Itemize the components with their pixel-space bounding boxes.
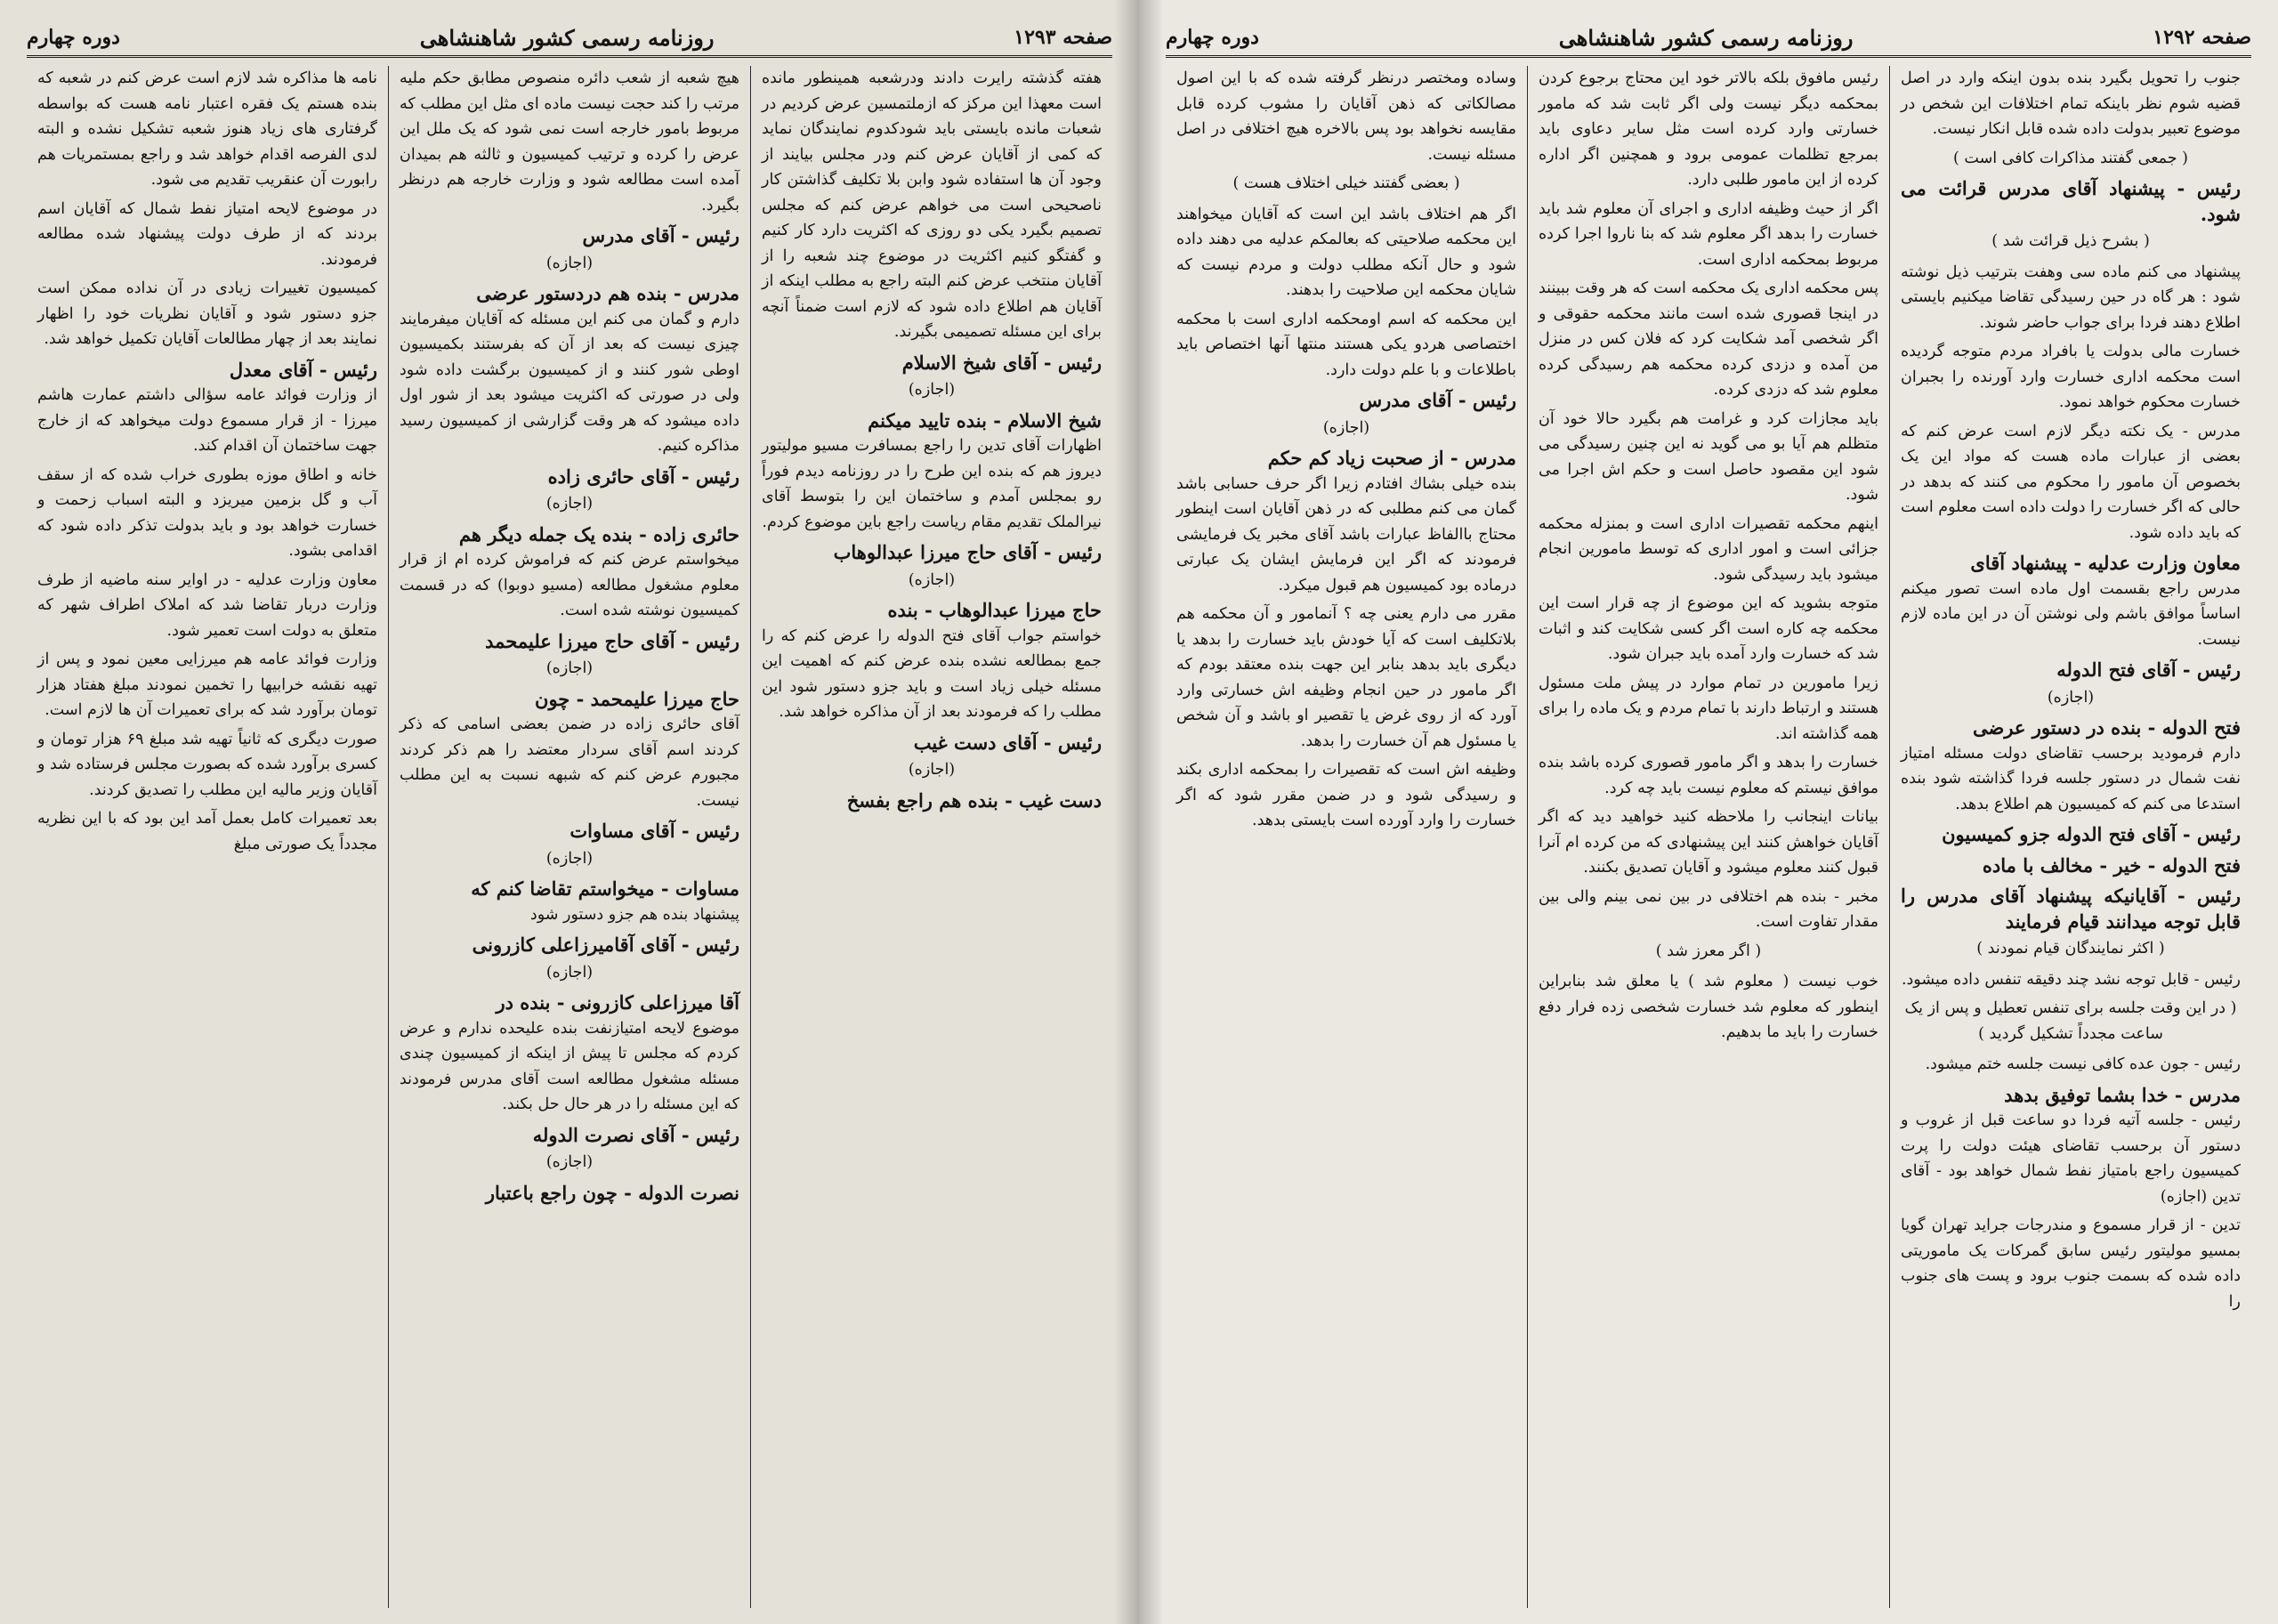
column — [1166, 66, 1527, 1608]
paragraph: بیانات اینجانب را ملاحظه کنید خواهید دید که اگر آقایان خواهش کنند این پیشنهادی که من کرده ام آنرا قبول کنند معلوم میشود و آقایان تصدیق بکنند. — [1539, 808, 1878, 877]
column — [27, 66, 388, 1608]
bracketed-note: (اجازه) — [908, 381, 956, 399]
paragraph: خوب نیست ( معلوم شد ) یا معلق شد بنابراین اینطور که معلوم شد خسارت شخصی زده فرار دفع خسارت را باید ما بدهیم. — [1539, 973, 1878, 1041]
bracketed-note: ( اگر معرز شد ) — [1655, 941, 1762, 960]
right-page-columns — [1166, 66, 2251, 1608]
speaker-line: رئیس - آقایانیکه پیشنهاد آقای مدرس را قابل توجه میدانند قیام فرمایند — [1901, 885, 2241, 933]
speaker-line: نصرت الدوله - چون راجع باعتبار — [485, 1181, 739, 1204]
paragraph: رئیس - جون عده کافی نیست جلسه ختم میشود. — [1925, 1055, 2241, 1073]
page-number: صفحه ۱۲۹۳ — [1014, 26, 1112, 49]
paragraph: مقرر می دارم یعنی چه ؟ آنمامور و آن محکمه هم بلاتکلیف است که آیا خودش باید خسارت را بدهد یا دیگری باید بدهد بنابر این جهت بنده معتقد بودم که اگر مامور در حین انجام وظیفه اش خسارتی وارد آورد که از روی غرض یا تقصیر او باشد و آن شخص یا مسئول هم آن خسارت را بدهد. — [1176, 605, 1516, 750]
speaker-line: رئیس - آقای مدرس — [1359, 389, 1516, 411]
bracketed-note: ( جمعی گفتند مذاکرات کافی است ) — [1953, 149, 2188, 167]
speaker-line: آقا میرزاعلی کازرونی - بنده در — [496, 991, 739, 1014]
left-page-columns — [27, 66, 1112, 1608]
period-label: دوره چهارم — [1166, 26, 1259, 49]
column — [1889, 66, 2251, 1608]
left-page-header — [27, 20, 1112, 58]
speaker-line: دست غیب - بنده هم راجع بفسخ — [846, 788, 1102, 812]
paragraph: مدرس - یک نکته دیگر لازم است عرض کنم که بعضی از عبارات ماده هست که مواد این یک بخصوص آن مامور را محکوم می کنند که بدهد در حالی که اگر خسارت را دولت داده است معلوم است که باید داده شود. — [1901, 422, 2241, 542]
paragraph: متوجه بشوید که این موضوع از چه قرار است این محکمه چه کاره است اگر کسی شکایت کند و اثبات شد که خسارت وارد آمده باید جبران شود. — [1539, 594, 1878, 663]
bracketed-note: ( بشرح ذیل قرائت شد ) — [1991, 232, 2150, 250]
bracketed-note: (اجازه) — [545, 659, 594, 677]
paragraph: جنوب را تحویل بگیرد بنده بدون اینکه وارد در اصل قضیه شوم نظر باینکه تمام اختلافات این شخص در موضوع تعبیر بدولت داده شده قابل انکار نیست. — [1901, 69, 2241, 138]
paragraph: مخبر - بنده هم اختلافی در بین نمی بینم والی بین مقدار تفاوت است. — [1539, 887, 1878, 931]
page-number: صفحه ۱۲۹۲ — [2153, 26, 2251, 49]
paragraph: هفته گذشته رایرت دادند ودرشعبه همینطور مانده است معهذا این مرکز که ازملتمسین عرض کردیم در شعبات مانده بایستی باید شودکدوم نمایندگان نماید که کمی از آقایان عرض کنم ودر مجلس بیایند از وجود آن ها استفاده شود وابن بلا تکلیف گذاشتن کار ناصحیحی است می خواهم عرض کنم که مجلس تصمیم بگیرد یکی دو روزی که اکثریت دارد کار کنیم و گفتگو کنیم اکثریت در موضوع چند شعبه را از آقایان منتخب عرض کنم البته راجع به مطلب اینکه از آقایان هم اطلاع داده شود که لازم است ضمناً آنچه برای این مسئله تصمیمی بگیرند. — [762, 69, 1102, 341]
speaker-line: رئیس - آقای فتح الدوله — [2056, 658, 2241, 681]
bracketed-note: (اجازه) — [1322, 418, 1370, 437]
speaker-line: رئیس - آقای حاج میرزا علیمحمد — [485, 629, 739, 652]
speaker-line: رئیس - آقای مساوات — [570, 820, 739, 842]
period-label: دوره چهارم — [27, 26, 120, 49]
paragraph: خسارت را بدهد و اگر مامور قصوری کرده باشد بنده موافق نیستم که معلوم نیست باید چه کرد. — [1539, 754, 1878, 797]
bracketed-note: ( در این وقت جلسه برای تنفس تعطیل و پس از یک ساعت مجدداً تشکیل گردید ) — [1904, 999, 2237, 1043]
paragraph: وساده ومختصر درنظر گرفته شده که با این اصول مصالکاتی که ذهن آقایان را مشوب کرده قابل مقایسه نخواهد بود پس بالاخره هیچ اختلافی در اصل مسئله نیست. — [1176, 69, 1516, 164]
speaker-line: رئیس - آقای آقامیرزاعلی کازرونی — [472, 933, 739, 956]
paragraph: پس محکمه اداری یک محکمه است که هر وقت ببینند در اینجا قصوری شده است مانند محکمه حقوقی و اگر شخصی آمد شکایت کرد که فلان کس در منزل من آمده و دزدی کرده محکمه هم رسیدگی کرده معلوم شد که دزدی کرده. — [1539, 279, 1878, 399]
speaker-line: فتح الدوله - بنده در دستور عرضی — [1973, 716, 2241, 739]
speaker-line: رئیس - آقای حائری زاده — [547, 465, 739, 488]
speaker-line: حاج میرزا علیمحمد - چون — [535, 687, 739, 710]
speaker-line: حائری زاده - بنده یک جمله دیگر هم — [458, 522, 739, 545]
bracketed-note: (اجازه) — [908, 570, 956, 589]
bracketed-note: (اجازه) — [545, 254, 594, 272]
paragraph: از وزارت فوائد عامه سؤالی داشتم عمارت هاشم میرزا - از قرار مسموع دولت میخواهد که از خارج جهت ساختمان آن اقدام کند. — [37, 386, 377, 455]
speaker-line: حاج میرزا عبدالوهاب - بنده — [887, 599, 1102, 621]
paragraph: باید مجازات کرد و غرامت هم بگیرد حالا خود آن متظلم هم آیا بو می گوید نه این چنین رسیدگی می شود این مقصود حاصل است و حکم اش اجرا می شود. — [1539, 409, 1878, 504]
paragraph: خسارت مالی بدولت یا بافراد مردم متوجه گردیده است محکمه اداری خسارت وارد آورنده را بجبران خسارت محکوم خواهد نمود. — [1901, 343, 2241, 411]
paragraph: موضوع لایحه امتیازنفت بنده علیحده ندارم و عرض کردم که مجلس تا پیش از اینکه از کمیسیون چندی مسئله مشغول مطالعه است آقای مدرس فرمودند که این مسئله را در هر حال حل بکند. — [400, 1019, 739, 1113]
speaker-line: معاون وزارت عدلیه - پیشنهاد آقای — [1970, 552, 2241, 574]
newspaper-title: روزنامه رسمی کشور شاهنشاهی — [1558, 24, 1854, 51]
paragraph: وظیفه اش است که تقصیرات را بمحکمه اداری بکند و رسیدگی شود و در ضمن مقرر شود که اگر خسارت را وارد آورده است بایستی بدهد. — [1176, 761, 1516, 829]
paragraph: هیچ شعبه از شعب دائره منصوص مطابق حکم ملیه مرتب را کند حجت نیست ماده ای مثل این مطلب که مربوط بامور خارجه است نمی شود که یک ملل این عرض را کرده و ترتیب کمیسیون و ثالثه هم بمیدان آمده است مطالعه شود و وزارت خارجه هم درنظر بگیرد. — [400, 69, 739, 214]
paragraph: بنده خیلی بشاك افتادم زیرا اگر حرف حسابی باشد گمان می کنم مطلبی که در ذهن آقایان است اینطور محتاج باالفاظ عبارات باشد آقای مخبر یک فرمایشی فرمودند که اگر این فرمایش ایشان یک عبارتی درماده بود کمیسیون هم قبول میکرد. — [1176, 474, 1516, 594]
bracketed-note: (اجازه) — [545, 963, 594, 982]
speaker-line: مدرس - بنده هم دردستور عرضی — [476, 282, 739, 304]
paragraph: بعد تعمیرات کامل بعمل آمد این بود که با این نظریه مجدداً یک صورتی مبلغ — [37, 810, 377, 853]
paragraph: وزارت فوائد عامه هم میرزایی معین نمود و پس از تهیه نقشه خرابیها را تخمین نمودند مبلغ هفتاد هزار تومان برآورد شد که برای تعمیرات آن ها لازم است. — [37, 650, 377, 719]
speaker-line: رئیس - آقای معدل — [229, 358, 377, 381]
paragraph: در موضوع لایحه امتیاز نفط شمال که آقایان اسم بردند که از طرف دولت پیشنهاد شده مطالعه فرمودند. — [37, 199, 377, 269]
paragraph: نامه ها مذاکره شد لازم است عرض کنم در شعبه که بنده هستم یک فقره اعتبار نامه هست که بواسطه گرفتاری های زیاد هنوز شعبه تشکیل نشده و البته لدى الفرصه اقدام خواهد شد و راجع بمستمریات هم رابورت آن عنقریب تقدیم می شود. — [37, 69, 377, 189]
bracketed-note: (اجازه) — [545, 849, 594, 868]
gutter-shadow — [1114, 0, 1139, 1624]
bracketed-note: (اجازه) — [908, 761, 956, 779]
bracketed-note: ( بعضی گفتند خیلی اختلاف هست ) — [1232, 174, 1460, 192]
speaker-line: رئیس - آقای شیخ الاسلام — [901, 351, 1102, 374]
paragraph: خواستم جواب آقای فتح الدوله را عرض کنم که را جمع بمطالعه نشده بنده عرض کنم که اهمیت این مسئله خیلی زیاد است و باید جزو دستور شود این مطلب را که فرمودند بعد از آن مذاکره خواهد شد. — [762, 626, 1102, 721]
paragraph: صورت دیگری که ثانیاً تهیه شد مبلغ ۶۹ هزار تومان و کسری برآورد شده که بصورت مجلس فرستاده شد و آقایان وزیر مالیه این مطلب را تصدیق کردند. — [37, 730, 377, 799]
column — [750, 66, 1112, 1608]
paragraph: تدین - از قرار مسموع و مندرجات جراید تهران گویا بمسیو مولیتور رئیس سابق گمرکات یک ماموریتی داده شده که بسمت جنوب برود و پست های جنوب را — [1901, 1216, 2241, 1311]
speaker-line: مساوات - میخواستم تقاضا کنم که — [471, 877, 739, 900]
speaker-line: رئیس - آقای مدرس — [582, 224, 739, 246]
paragraph: اگر از حیث وظیفه اداری و اجرای آن معلوم شد باید خسارت را بدهد اگر معلوم شد که بنا ناروا اجرا کرده مربوط بمحکمه اداری است. — [1539, 199, 1878, 269]
paragraph: کمیسیون تغییرات زیادی در آن نداده ممکن است جزو دستور شود و آقایان نظریات خود را اظهار نمایند بعد از چهار مطالعات آقایان تکمیل خواهد شد. — [37, 279, 377, 348]
newspaper-title: روزنامه رسمی کشور شاهنشاهی — [419, 24, 715, 51]
paragraph: دارم فرمودید برحسب تقاضای دولت مسئله امتیاز نفت شمال در دستور جلسه فردا گذاشته شود بنده استدعا می کنم که کمیسیون هم اطلاع بدهد. — [1901, 744, 2241, 813]
speaker-line: شیخ الاسلام - بنده تایید میکنم — [868, 408, 1102, 432]
speaker-line: مدرس - خدا بشما توفیق بدهد — [2004, 1083, 2241, 1106]
right-page-header — [1166, 20, 2251, 58]
bracketed-note: (اجازه) — [2047, 688, 2095, 707]
paragraph: رئیس مافوق بلکه بالاتر خود این محتاج برجوع کردن بمحکمه دیگر نیست ولی اگر ثابت شد که مامور خسارتی وارد کرده است مثل سایر دعاوی باید بمرجع تظلمات عمومی برود و همچنین اگر اداره کرده از این مامور طلبی دارد. — [1539, 69, 1878, 189]
right-page — [1139, 0, 2278, 1624]
bracketed-note: ( اکثر نمایندگان قیام نمودند ) — [1976, 940, 2165, 957]
speaker-line: رئیس - آقای دست غیب — [913, 731, 1102, 754]
speaker-line: رئیس - آقای فتح الدوله جزو کمیسیون — [1942, 823, 2241, 845]
speaker-line: مدرس - از صحبت زیاد کم حکم — [1267, 447, 1516, 469]
column — [1527, 66, 1889, 1608]
paragraph: میخواستم عرض کنم که فراموش کرده ام از قرار معلوم مشغول مطالعه (مسیو دوبوا) که در قسمت کمیسیون نوشته شده است. — [400, 551, 739, 619]
paragraph: اینهم محکمه تقصیرات اداری است و بمنزله محکمه جزائی است و امور اداری که توسط مامورین انجام میشود باید رسیدگی شود. — [1539, 514, 1878, 584]
speaker-line: فتح الدوله - خیر - مخالف با ماده — [1982, 853, 2241, 877]
paragraph: رئیس - جلسه آتیه فردا دو ساعت قبل از غروب و دستور آن برحسب تقاضای هیئت دولت را پرت کمیسیون راجع بامتیاز نفط شمال خواهد بود - آقای تدین (اجازه) — [1901, 1111, 2241, 1206]
bracketed-note: (اجازه) — [545, 1153, 594, 1171]
speaker-line: رئیس - پیشنهاد آقای مدرس قرائت می شود. — [1901, 177, 2241, 225]
speaker-line: رئیس - آقای حاج میرزا عبدالوهاب — [833, 541, 1102, 563]
gutter-shadow — [1139, 0, 1164, 1624]
paragraph: آقای حائری زاده در ضمن بعضی اسامی که ذکر کردند اسم آقای سردار معتضد را هم ذکر کردند مجبورم عرض کنم که شبهه نسبت به این مطلب نیست. — [400, 715, 739, 810]
paragraph: اگر هم اختلاف باشد این است که آقایان میخواهند این محکمه صلاحیتی که بعالمکم عدلیه می دهند داده شود و حال آنکه مطلب دولت و مردم نیست که شایان محکمه این صلاحیت را بدهند. — [1176, 205, 1516, 299]
bracketed-note: (اجازه) — [545, 495, 594, 513]
paragraph: دارم و گمان می کنم این مسئله که آقایان میفرمایند چیزی نیست که بعد از آن که بفرستند بکمیسیون اوطی شور کنند و از کمیسیون برگشت داده شود ولی در صورتی که اکثریت میشود بعد از شور اول داده میشود که هر وقت گزارشی از کمیسیون رسید مذاکره کنیم. — [400, 310, 739, 455]
paragraph: مدرس راجع بقسمت اول ماده است تصور میکنم اساساً موافق باشم ولی نوشتن آن در این ماده لازم نیست. — [1901, 579, 2241, 649]
paragraph: معاون وزارت عدلیه - در اوایر سنه ماضیه از طرف وزارت دربار تقاضا شد که املاک اطراف شهر که متعلق به دولت است تعمیر شود. — [37, 570, 377, 640]
paragraph: رئیس - قابل توجه نشد چند دقیقه تنفس داده میشود. — [1901, 970, 2241, 989]
paragraph: این محکمه که اسم اومحکمه اداری است با محکمه اختصاصی هردو یکی هستند منتها آنها اختصاص باید باطلاعات و با علم دولت دارد. — [1176, 310, 1516, 379]
paragraph: زیرا مامورین در تمام موارد در پیش ملت مسئول هستند و ارتباط دارند با تمام مردم و یک ماده را برای همه گذاشته اند. — [1539, 674, 1878, 743]
speaker-line: رئیس - آقای نصرت الدوله — [532, 1123, 739, 1146]
paragraph: پیشنهاد می کنم ماده سی وهفت بترتیب ذیل نوشته شود : هر گاه در حین رسیدگی تقاضا میکنیم بایستی اطلاع دهند فردا برای جواب حاضر شوند. — [1901, 263, 2241, 332]
paragraph: خانه و اطاق موزه بطوری خراب شده که از سقف آب و گل بزمین میریزد و البته اسباب زحمت و خسارت خواهد بود و باید بدولت تذکر داده شود که اقدامی بشود. — [37, 465, 377, 560]
column — [388, 66, 750, 1608]
paragraph: اظهارات آقای تدین را راجع بمسافرت مسیو مولیتور دیروز هم که بنده این طرح را در روزنامه دیدم فوراً رو بمجلس آمدم و ساختمان این را بتوسط آقای نیرالملک تقدیم مقام ریاست راجع باین موضوع کردم. — [762, 437, 1102, 531]
paragraph: پیشنهاد بنده هم جزو دستور شود — [529, 905, 739, 924]
